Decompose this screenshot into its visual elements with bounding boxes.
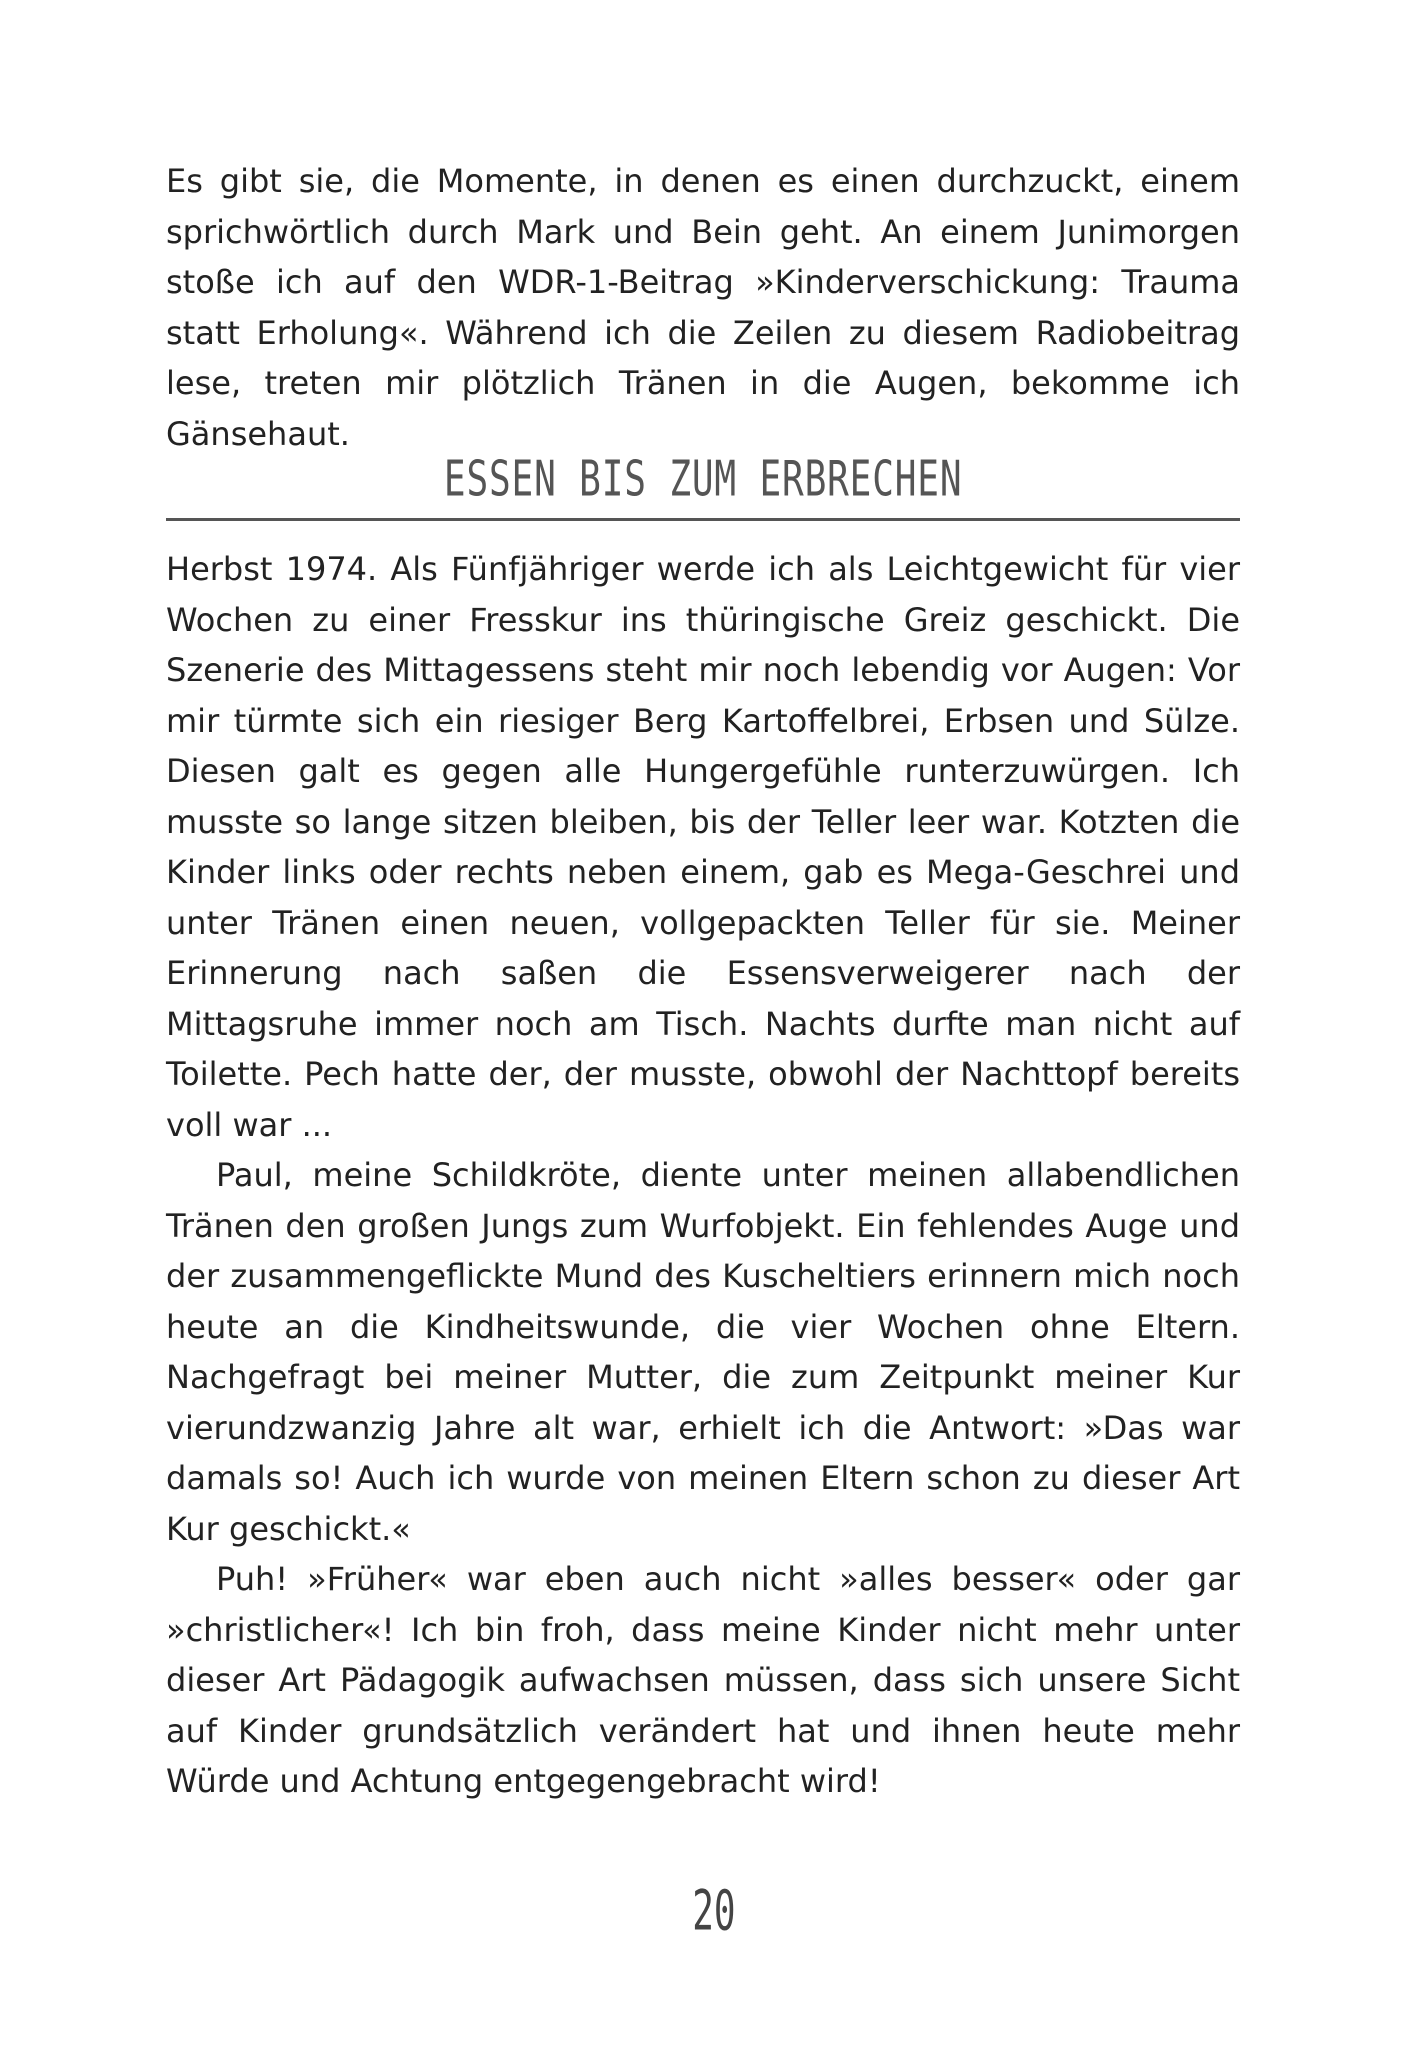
section-heading [166,452,1240,521]
page-number-text: 20 [691,1878,736,1944]
page-number [0,1878,1427,1944]
body-paragraph-1: Herbst 1974. Als Fünfjähriger werde ich als Leichtgewicht für vier Wochen zu einer Fresskur ins thüringische Greiz geschickt. Die Szenerie des Mittagessens steht mir noch lebendig vor Augen: Vor mir türmte sich ein riesiger Berg Kartoffelbrei, Erbsen und Sülze. Diesen galt es gegen alle Hungergefühle runterzuwürgen. Ich musste so lange sitzen bleiben, bis der Teller leer war. Kotzten die Kinder links oder rechts neben einem, gab es Mega-Geschrei und unter Tränen einen neuen, vollgepackten Teller für sie. Meiner Erinnerung nach saßen die Essensverweigerer nach der Mittagsruhe immer noch am Tisch. Nachts durfte man nicht auf Toilette. Pech hatte der, der musste, obwohl der Nachttopf bereits voll war ... [166,550,1240,1144]
body-paragraph-3: Puh! »Früher« war eben auch nicht »alles besser« oder gar »christlicher«! Ich bin froh, dass meine Kinder nicht mehr unter dieser Art Pädagogik aufwachsen müssen, dass sich unsere Sicht auf Kinder grundsätzlich verändert hat und ihnen heute mehr Würde und Achtung entgegengebracht wird! [166,1560,1240,1800]
section-body [166,544,1240,1807]
intro-paragraph: Es gibt sie, die Momente, in denen es einen durchzuckt, einem sprichwörtlich durch Mark und Bein geht. An einem Junimorgen stoße ich auf den WDR-1-Beitrag »Kinderverschickung: Trauma statt Erholung«. Während ich die Zeilen zu diesem Radiobeitrag lese, treten mir plötzlich Tränen in die Augen, bekomme ich Gänsehaut. [166,162,1240,453]
section-heading-text: ESSEN BIS ZUM ERBRECHEN [443,450,963,508]
intro-text [166,156,1240,459]
body-paragraph-2: Paul, meine Schildkröte, diente unter meinen allabendlichen Tränen den großen Jungs zum Wurfobjekt. Ein fehlendes Auge und der zusammengeflickte Mund des Kuscheltiers erinnern mich noch heute an die Kindheitswunde, die vier Wochen ohne Eltern. Nachgefragt bei meiner Mutter, die zum Zeitpunkt meiner Kur vierundzwanzig Jahre alt war, erhielt ich die Antwort: »Das war damals so! Auch ich wurde von meinen Eltern schon zu dieser Art Kur geschickt.« [166,1156,1240,1548]
